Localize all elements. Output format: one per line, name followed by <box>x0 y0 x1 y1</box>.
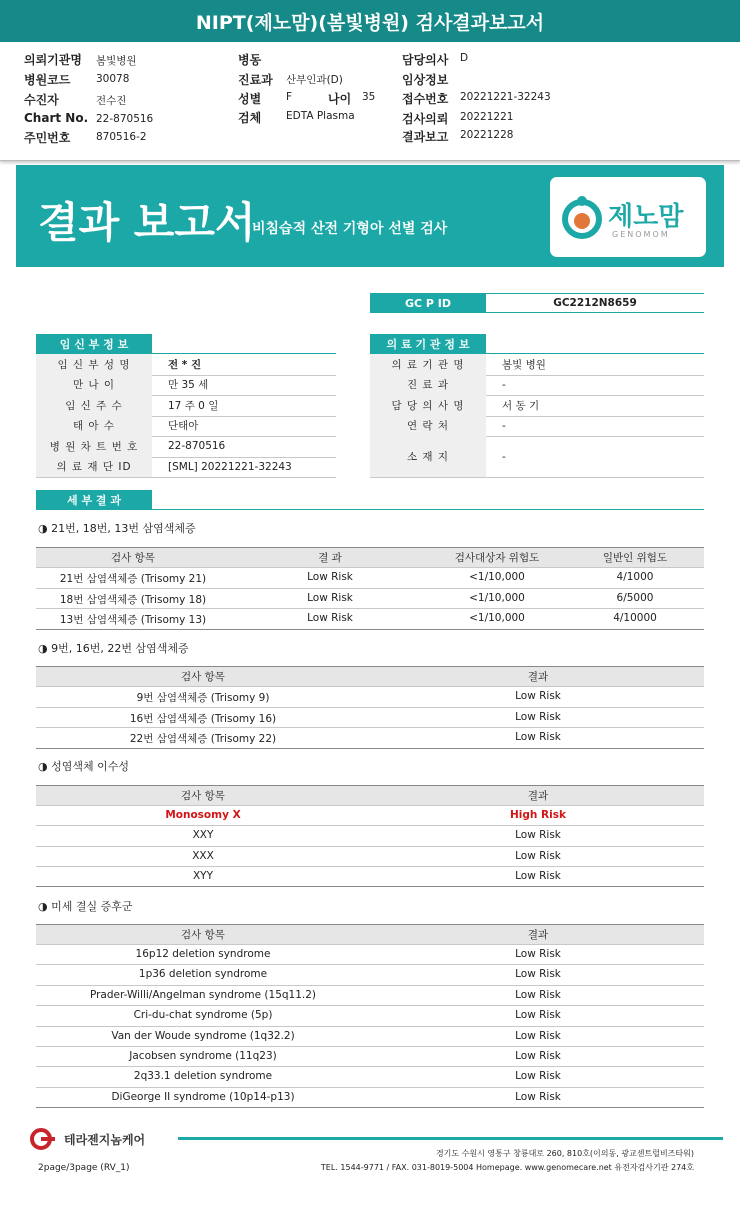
institution-row-label: 소 재 지 <box>370 436 486 477</box>
patient-row-value: 전 * 진 <box>168 358 202 371</box>
table-header-cell: 결과 <box>527 671 549 683</box>
row-divider <box>36 1026 704 1027</box>
row-divider <box>36 1005 704 1006</box>
table-cell: Low Risk <box>515 948 561 960</box>
row-divider <box>370 477 704 478</box>
table-cell: <1/10,000 <box>469 591 525 604</box>
table-header-cell: 검사 항목 <box>181 929 225 941</box>
row-divider <box>36 477 336 478</box>
table-cell: <1/10,000 <box>469 612 525 624</box>
sex-value: F <box>286 91 293 103</box>
table-cell: Low Risk <box>515 731 561 743</box>
examinee-value: 전수진 <box>96 95 127 107</box>
patient-row-label: 만 나 이 <box>36 375 152 396</box>
table-cell: <1/10,000 <box>469 571 525 583</box>
patient-header <box>0 42 740 161</box>
table-cell: 4/1000 <box>616 571 654 583</box>
table-cell: 1p36 deletion syndrome <box>138 968 268 981</box>
table-cell: Low Risk <box>515 1090 561 1103</box>
institution-info-header: 의 료 기 관 정 보 <box>370 334 486 353</box>
table-cell: XXX <box>192 849 214 862</box>
patient-row-value: 22-870516 <box>168 440 226 453</box>
institution-row-label: 의 료 기 관 명 <box>370 354 486 375</box>
table-top-rule <box>36 924 704 925</box>
examinee-label: 수진자 <box>24 93 59 107</box>
row-divider <box>36 727 704 728</box>
specimen-value: EDTA Plasma <box>286 110 355 122</box>
patient-row-label: 병 원 차 트 번 호 <box>36 436 152 457</box>
patient-row-label: 태 아 수 <box>36 416 152 437</box>
row-divider <box>36 707 704 708</box>
row-divider <box>36 985 704 986</box>
terragen-logo <box>30 1128 190 1150</box>
table-cell: Low Risk <box>515 849 561 862</box>
sex-label: 성별 <box>238 92 262 106</box>
table-cell: Low Risk <box>515 829 561 842</box>
table-cell: 16번 삼염색체증 (Trisomy 16) <box>129 712 277 725</box>
patient-row-label: 임 신 주 수 <box>36 395 152 416</box>
sec1-title: ◑ 21번, 18번, 13번 삼염색체증 <box>38 522 196 535</box>
gcpid-label: GC P ID <box>370 293 486 313</box>
row-divider <box>36 1087 704 1088</box>
resident-no-label: 주민번호 <box>24 131 71 145</box>
table-cell: Low Risk <box>515 1029 561 1042</box>
table-bottom-rule <box>36 748 704 749</box>
table-cell: Low Risk <box>515 690 561 702</box>
table-cell: Low Risk <box>515 710 561 723</box>
row-divider <box>36 1046 704 1047</box>
ward-label: 병동 <box>238 53 262 67</box>
report-title: NIPT(제노맘)(봄빛병원) 검사결과보고서 <box>0 0 740 42</box>
logo-subtext: GENOMOM <box>612 230 670 239</box>
table-cell: 13번 삼염색체증 (Trisomy 13) <box>59 614 207 626</box>
chart-no-value: 22-870516 <box>96 113 154 125</box>
specimen-label: 검체 <box>238 111 262 125</box>
table-bottom-rule <box>36 1107 704 1108</box>
institution-row-value: - <box>502 450 506 463</box>
table-cell: Van der Woude syndrome (1q32.2) <box>111 1029 295 1042</box>
table-cell: 21번 삼염색체증 (Trisomy 21) <box>59 573 207 585</box>
page-number: 2page/3page (RV_1) <box>38 1163 130 1173</box>
table-cell: 4/10000 <box>613 612 657 624</box>
report-date-label: 결과보고 <box>402 130 449 144</box>
hospital-code-value: 30078 <box>96 73 130 85</box>
row-divider <box>36 686 704 687</box>
footer-rule <box>178 1137 723 1140</box>
department-value: 산부인과(D) <box>286 74 343 86</box>
age-label: 나이 <box>328 92 352 106</box>
table-cell: 18번 삼염색체증 (Trisomy 18) <box>59 593 207 606</box>
footer-contact: TEL. 1544-9771 / FAX. 031-8019-5004 Homepage. www.genomecare.net 유전자검사기관 274호 <box>320 1163 694 1172</box>
table-cell: Low Risk <box>307 612 353 624</box>
table-cell: 9번 삼염색체증 (Trisomy 9) <box>136 692 270 704</box>
institution-label: 의뢰기관명 <box>24 53 82 67</box>
table-header-cell: 결과 <box>527 790 549 802</box>
institution-value: 봄빛병원 <box>96 55 137 67</box>
row-divider <box>36 608 704 609</box>
receipt-no-value: 20221221-32243 <box>460 91 551 103</box>
institution-row-value: - <box>502 419 506 432</box>
doctor-value: D <box>460 52 469 64</box>
row-divider <box>36 944 704 945</box>
institution-row-value: 서 동 기 <box>502 399 540 412</box>
table-cell: XYY <box>192 869 214 882</box>
table-cell: Prader-Willi/Angelman syndrome (15q11.2) <box>89 988 317 1001</box>
table-cell: Low Risk <box>515 968 561 981</box>
table-header-cell: 결 과 <box>318 552 342 564</box>
table-cell: Low Risk <box>515 1070 561 1083</box>
table-cell: Low Risk <box>307 591 353 604</box>
row-divider <box>36 846 704 847</box>
institution-row-label: 담 당 의 사 명 <box>370 395 486 416</box>
table-cell: Low Risk <box>515 1009 561 1022</box>
patient-row-label: 임 신 부 성 명 <box>36 354 152 375</box>
patient-row-value: [SML] 20221221-32243 <box>168 460 292 473</box>
table-header-cell: 검사 항목 <box>181 790 225 802</box>
table-cell: 6/5000 <box>616 591 654 604</box>
institution-row-value: - <box>502 378 506 391</box>
table-cell: 2q33.1 deletion syndrome <box>133 1070 273 1083</box>
row-divider <box>36 567 704 568</box>
table-cell: Cri-du-chat syndrome (5p) <box>133 1009 273 1022</box>
table-cell: Low Risk <box>515 1050 561 1062</box>
patient-info-header: 임 신 부 정 보 <box>36 334 152 353</box>
department-label: 진료과 <box>238 73 273 87</box>
patient-row-label: 의 료 재 단 ID <box>36 457 152 478</box>
banner-subtitle: 비침습적 산전 기형아 선별 검사 <box>252 221 448 237</box>
detail-results-header: 세 부 결 과 <box>36 490 152 509</box>
table-header-cell: 검사 항목 <box>181 671 225 683</box>
row-divider <box>36 588 704 589</box>
table-cell: XXY <box>192 829 214 842</box>
table-bottom-rule <box>36 886 704 887</box>
table-cell: Jacobsen syndrome (11q23) <box>129 1050 277 1062</box>
table-header-cell: 검사 항목 <box>111 552 155 564</box>
request-date-value: 20221221 <box>460 111 514 123</box>
terragen-logo-icon <box>30 1128 60 1150</box>
table-top-rule <box>36 785 704 786</box>
sec4-title: ◑ 미세 결실 증후군 <box>38 900 133 913</box>
gcpid-value: GC2212N8659 <box>486 293 704 313</box>
table-cell: Low Risk <box>515 988 561 1001</box>
logo-text: 제노맘 <box>608 202 684 232</box>
table-cell: DiGeorge II syndrome (10p14-p13) <box>111 1090 295 1103</box>
table-cell: Low Risk <box>307 571 353 583</box>
clinical-info-label: 임상정보 <box>402 73 449 87</box>
footer-address: 경기도 수원시 영통구 창룡대로 260, 810호(이의동, 광교센트럴비즈타워) <box>435 1149 694 1158</box>
patient-row-value: 단태아 <box>168 420 199 433</box>
receipt-no-label: 접수번호 <box>402 92 449 106</box>
chart-no-label: Chart No. <box>24 111 89 125</box>
doctor-label: 담당의사 <box>402 53 449 67</box>
table-cell: 16p12 deletion syndrome <box>135 948 271 960</box>
banner-title: 결과 보고서 <box>38 198 256 247</box>
table-cell: Monosomy X <box>165 809 241 821</box>
row-divider <box>36 866 704 867</box>
table-bottom-rule <box>36 629 704 630</box>
table-header-cell: 검사대상자 위험도 <box>454 552 540 564</box>
table-cell: 22번 삼염색체증 (Trisomy 22) <box>129 733 277 745</box>
table-top-rule <box>36 666 704 667</box>
hospital-code-label: 병원코드 <box>24 73 71 87</box>
row-divider <box>36 964 704 965</box>
genomom-logo-icon <box>560 189 604 249</box>
table-top-rule <box>36 547 704 548</box>
table-cell: Low Risk <box>515 869 561 882</box>
age-value: 35 <box>362 91 376 103</box>
institution-row-label: 연 락 처 <box>370 416 486 437</box>
patient-row-value: 17 주 0 일 <box>168 399 219 412</box>
company-name: 테라젠지놈케어 <box>64 1133 146 1147</box>
resident-no-value: 870516-2 <box>96 131 147 143</box>
row-divider <box>36 805 704 806</box>
patient-row-value: 만 35 세 <box>168 379 209 392</box>
institution-row-value: 봄빛 병원 <box>502 358 546 371</box>
table-header-cell: 결과 <box>527 929 549 941</box>
request-date-label: 검사의뢰 <box>402 112 449 126</box>
row-divider <box>36 1066 704 1067</box>
sec3-title: ◑ 성염색체 이수성 <box>38 760 129 773</box>
sec2-title: ◑ 9번, 16번, 22번 삼염색체증 <box>38 642 189 655</box>
table-header-cell: 일반인 위험도 <box>602 552 668 564</box>
row-divider <box>36 825 704 826</box>
table-cell: High Risk <box>510 809 566 821</box>
institution-row-label: 진 료 과 <box>370 375 486 396</box>
report-date-value: 20221228 <box>460 129 514 141</box>
